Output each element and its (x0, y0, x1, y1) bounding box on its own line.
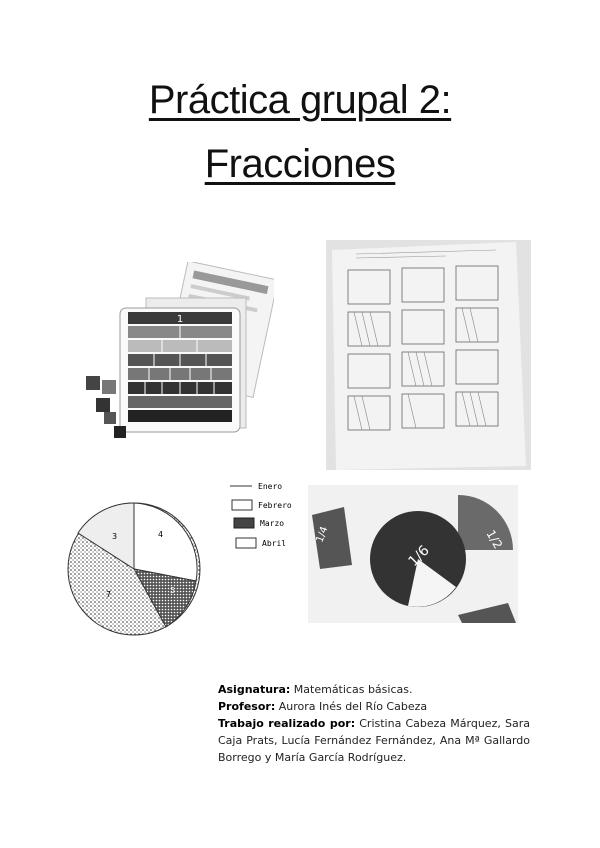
pie-label-4: 4 (158, 530, 164, 539)
legend-drawing-photo (226, 478, 316, 568)
felt-right-label: 1/2 (483, 527, 506, 552)
legend-enero: Enero (258, 482, 283, 491)
worksheet-photo (326, 240, 531, 470)
title-line-1: Práctica grupal 2: (148, 78, 452, 122)
legend-febrero: Febrero (258, 501, 292, 510)
authors-label: Trabajo realizado por: (218, 717, 356, 730)
strip-top-label: 1 (176, 314, 184, 325)
felt-fractions-photo (308, 485, 518, 623)
title-line-2: Fracciones (204, 142, 396, 186)
authors-value: Cristina Cabeza Márquez, Sara Caja Prats, Lucía Fernández Fernández, Ana Mª Gallardo Borrego y María García Rodríguez. (218, 717, 530, 764)
pie-drawing-photo (62, 497, 202, 637)
legend-abril: Abril (262, 539, 287, 548)
fraction-strips-photo (84, 262, 274, 440)
pie-label-3: 3 (112, 532, 118, 541)
legend-marzo: Marzo (260, 519, 285, 528)
info-block (218, 681, 530, 766)
subject-value: Matemáticas básicas. (290, 683, 413, 696)
authors-line (218, 715, 530, 766)
pie-label-5: 5 (170, 586, 176, 595)
felt-left-label: 1/4 (314, 525, 331, 545)
teacher-value: Aurora Inés del Río Cabeza (275, 700, 428, 713)
teacher-label: Profesor: (218, 700, 276, 713)
pie-label-7: 7 (106, 590, 112, 599)
felt-center-label: 1/6 (405, 542, 433, 570)
subject-label: Asignatura: (218, 683, 291, 696)
teacher-line (218, 698, 530, 715)
subject-line (218, 681, 530, 698)
